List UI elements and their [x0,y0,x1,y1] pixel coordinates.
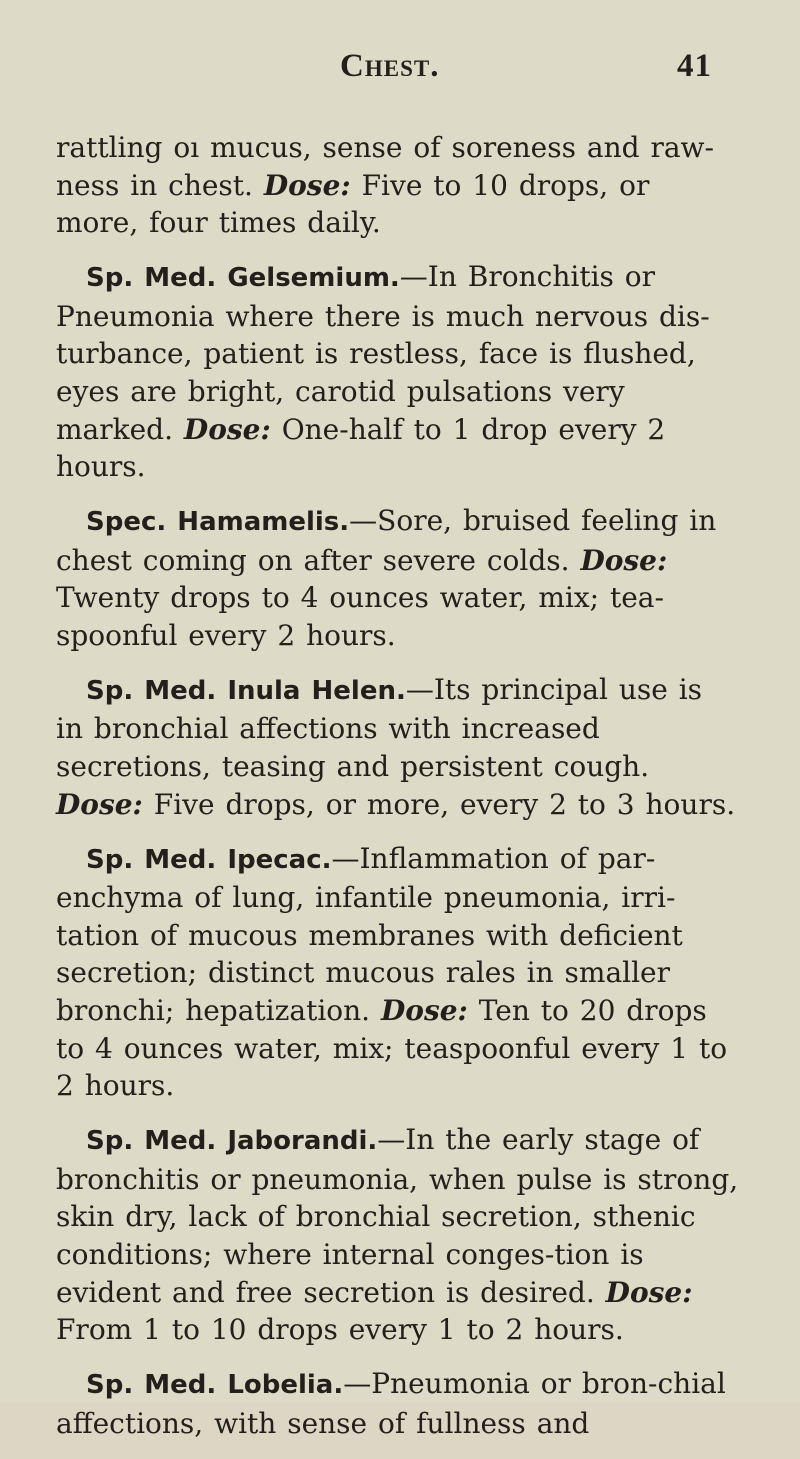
dose-label: Dose: [183,412,271,446]
entry-heading: Sp. Med. Gelsemium. [86,263,400,294]
entry-heading: Sp. Med. Ipecac. [86,844,332,875]
entry-text: —In the early stage of bronchitis or pneumonia, when pulse is strong, skin dry, lack of bronchial secretion, sthenic conditions; where internal conges-tion is evident and free secretion is desired. [56,1123,739,1309]
entry-jaborandi [56,1121,739,1349]
entry-heading: Sp. Med. Lobelia. [86,1370,344,1401]
entry-text: —In Bronchitis or Pneumonia where there is much nervous dis-turbance, patient is restless, face is flushed, eyes are bright, carotid pulsations very marked. [56,260,710,446]
dose-text: Twenty drops to 4 ounces water, mix; tea-spoonful every 2 hours. [56,581,664,652]
entry-text: —Inflammation of par-enchyma of lung, infantile pneumonia, irri-tation of mucous membranes with deficient secretion; distinct mucous rales in smaller bronchi; hepatization. [56,841,683,1028]
dose-label: Dose: [605,1275,693,1309]
dose-text: Five to 10 drops, or more, four times daily. [56,168,650,240]
entry-text: —Its principal use is in bronchial affections with increased secretions, teasing and persistent cough. [56,672,703,784]
dose-label: Dose: [56,787,143,821]
dose-text: From 1 to 10 drops every 1 to 2 hours. [56,1313,624,1347]
entry-continued [56,129,739,242]
entry-lobelia [56,1365,739,1442]
dose-text: Ten to 20 drops to 4 ounces water, mix; teaspoonful every 1 to 2 hours. [56,994,728,1103]
chapter-title: Chest. [340,48,440,84]
dose-label: Dose: [380,994,468,1028]
entry-heading: Sp. Med. Jaborandi. [86,1126,378,1157]
entry-inula-helen [56,671,739,823]
body-text [56,129,739,1459]
dose-text: Five drops, or more, every 2 to 3 hours. [153,787,736,821]
running-head [340,48,712,88]
entry-text: —Sore, bruised feeling in chest coming on after severe colds. [56,504,717,577]
entry-heading: Sp. Med. Inula Helen. [86,675,406,706]
entry-heading: Spec. Hamamelis. [86,507,350,538]
page-number: 41 [677,48,712,84]
dose-label: Dose: [263,168,351,202]
entry-hamamelis [56,502,739,654]
entry-ipecac [56,840,739,1105]
entry-text: rattling oı mucus, sense of soreness and raw-ness in chest. [56,131,714,202]
entry-gelsemium [56,258,739,486]
dose-text: One-half to 1 drop every 2 hours. [56,412,666,484]
entry-text: —Pneumonia or bron-chial affections, with sense of fullness and [56,1367,726,1440]
dose-label: Dose: [580,543,668,577]
